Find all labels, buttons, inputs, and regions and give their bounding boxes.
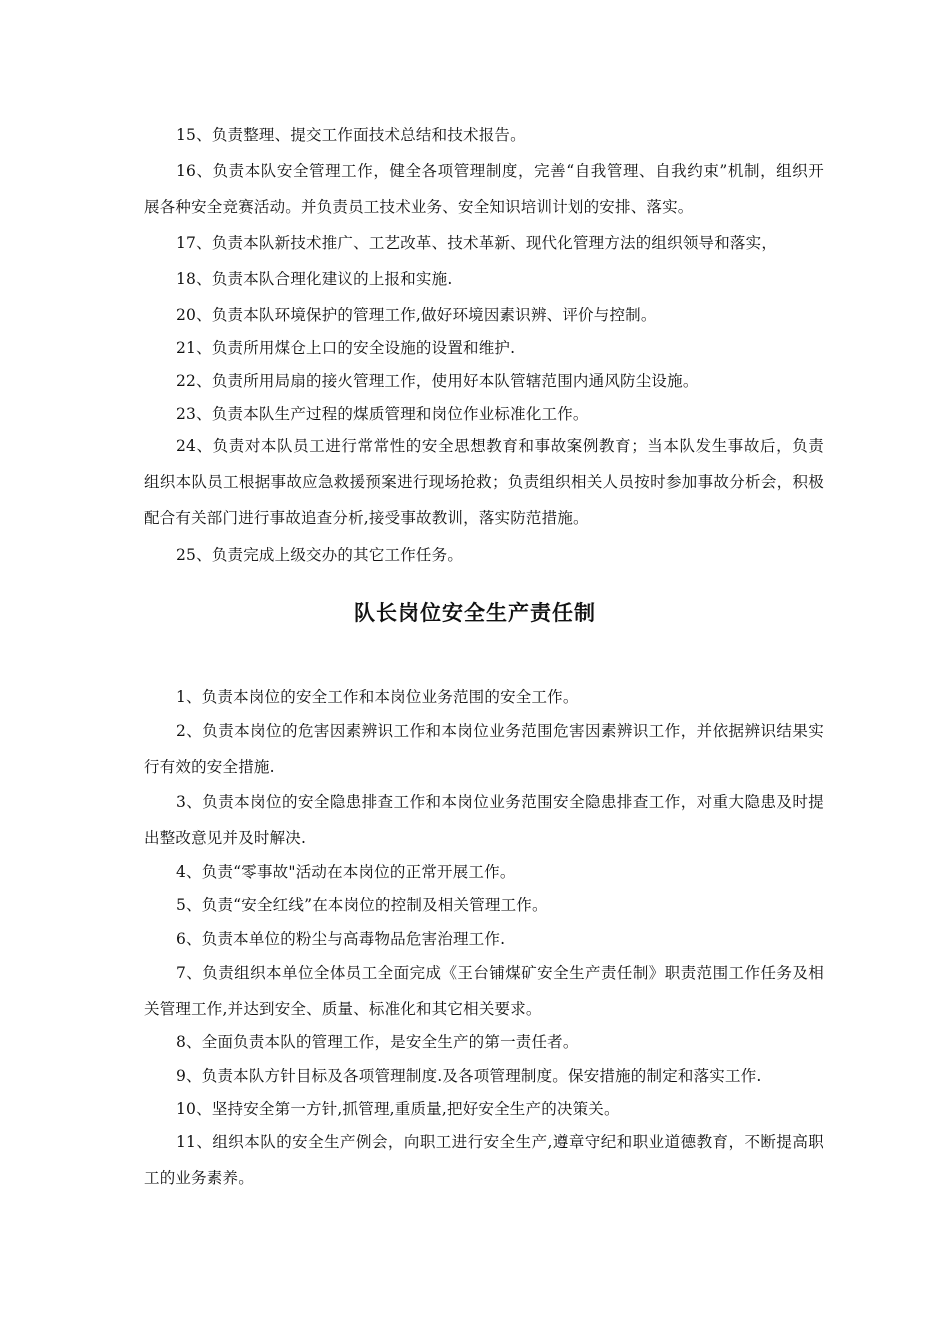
paragraph-item-15: 15、负责整理、提交工作面技术总结和技术报告。 — [176, 126, 526, 144]
duty-item-10: 10、坚持安全第一方针,抓管理,重质量,把好安全生产的决策关。 — [176, 1100, 620, 1118]
paragraph-item-23: 23、负责本队生产过程的煤质管理和岗位作业标准化工作。 — [176, 405, 589, 423]
paragraph-item-21: 21、负责所用煤仓上口的安全设施的设置和维护. — [176, 339, 516, 357]
paragraph-item-22: 22、负责所用局扇的接火管理工作，使用好本队管辖范围内通风防尘设施。 — [176, 372, 699, 390]
duty-item-2: 2、负责本岗位的危害因素辨识工作和本岗位业务范围危害因素辨识工作，并依据辨识结果实行有效的安全措施. — [144, 722, 824, 776]
paragraph-item-17: 17、负责本队新技术推广、工艺改革、技术革新、现代化管理方法的组织领导和落实， — [176, 234, 778, 252]
section-title: 队长岗位安全生产责任制 — [354, 601, 596, 625]
duty-item-9: 9、负责本队方针目标及各项管理制度.及各项管理制度。保安措施的制定和落实工作. — [176, 1067, 762, 1085]
duty-item-11: 11、组织本队的安全生产例会，向职工进行安全生产,遵章守纪和职业道德教育，不断提高职工的业务素养。 — [144, 1133, 824, 1187]
paragraph-item-16: 16、负责本队安全管理工作，健全各项管理制度，完善“自我管理、自我约束”机制，组织开展各种安全竞赛活动。并负责员工技术业务、安全知识培训计划的安排、落实。 — [144, 162, 824, 216]
duty-item-6: 6、负责本单位的粉尘与高毒物品危害治理工作. — [176, 930, 506, 948]
duty-item-7: 7、负责组织本单位全体员工全面完成《王台铺煤矿安全生产责任制》职责范围工作任务及相关管理工作,并达到安全、质量、标准化和其它相关要求。 — [144, 964, 824, 1018]
duty-item-4: 4、负责“零事故"活动在本岗位的正常开展工作。 — [176, 863, 516, 881]
paragraph-item-20: 20、负责本队环境保护的管理工作,做好环境因素识辨、评价与控制。 — [176, 306, 657, 324]
duty-item-8: 8、全面负责本队的管理工作，是安全生产的第一责任者。 — [176, 1033, 579, 1051]
paragraph-item-25: 25、负责完成上级交办的其它工作任务。 — [176, 546, 464, 564]
duty-item-5: 5、负责“安全红线”在本岗位的控制及相关管理工作。 — [176, 896, 548, 914]
paragraph-item-18: 18、负责本队合理化建议的上报和实施. — [176, 270, 453, 288]
duty-item-3: 3、负责本岗位的安全隐患排查工作和本岗位业务范围安全隐患排查工作，对重大隐患及时提出整改意见并及时解决. — [144, 793, 824, 847]
paragraph-item-24: 24、负责对本队员工进行常常性的安全思想教育和事故案例教育；当本队发生事故后，负责组织本队员工根据事故应急救援预案进行现场抢救；负责组织相关人员按时参加事故分析会，积极配合有关部门进行事故追查分析,接受事故教训，落实防范措施。 — [144, 437, 824, 527]
duty-item-1: 1、负责本岗位的安全工作和本岗位业务范围的安全工作。 — [176, 688, 579, 706]
